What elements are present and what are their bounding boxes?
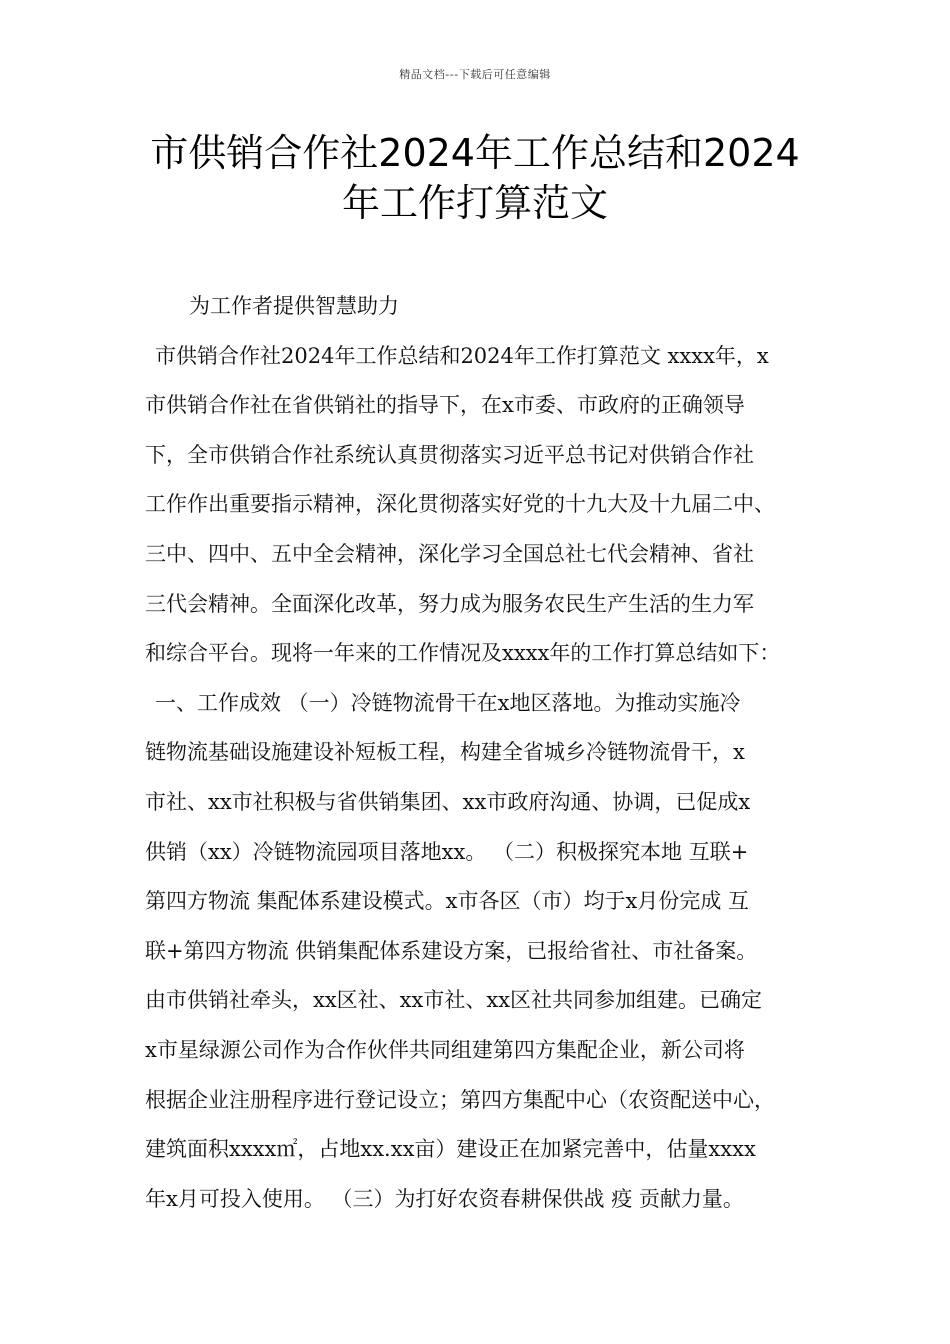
- body-line: 年x月可投入使用。 （三）为打好农资春耕保供战 疫 贡献力量。: [145, 1186, 744, 1211]
- body-line: 市供销合作社2024年工作总结和2024年工作打算范文 xxxx年，x: [155, 343, 769, 368]
- body-line: x市星绿源公司作为合作伙伴共同组建第四方集配企业，新公司将: [145, 1037, 745, 1062]
- subtitle-line: 为工作者提供智慧助力: [189, 294, 399, 318]
- body-line: 第四方物流 集配体系建设模式。x市各区（市）均于x月份完成 互: [145, 889, 750, 914]
- document-title: [140, 128, 810, 228]
- body-line: 联+第四方物流 供销集配体系建设方案，已报给省社、市社备案。: [145, 938, 758, 963]
- body-line: 市社、xx市社积极与省供销集团、xx市政府沟通、协调，已促成x: [145, 789, 751, 814]
- body-line: 一、工作成效 （一）冷链物流骨干在x地区落地。为推动实施冷: [155, 690, 741, 715]
- body-line: 根据企业注册程序进行登记设立；第四方集配中心（农资配送中心，: [145, 1087, 775, 1112]
- body-line: 三代会精神。全面深化改革，努力成为服务农民生产生活的生力军: [145, 591, 754, 616]
- body-line: 供销（xx）冷链物流园项目落地xx。 （二）积极探究本地 互联+: [145, 839, 749, 864]
- title-line-2: 年工作打算范文: [341, 181, 608, 225]
- body-line: 和综合平台。现将一年来的工作情况及xxxx年的工作打算总结如下：: [145, 641, 781, 666]
- body-line: 市供销合作社在省供销社的指导下，在x市委、市政府的正确领导: [145, 393, 745, 418]
- document-body: [145, 282, 820, 1224]
- header-note: 精品文档---下载后可任意编辑: [399, 68, 551, 81]
- body-line: 三中、四中、五中全会精神，深化学习全国总社七代会精神、省社: [145, 541, 754, 566]
- title-line-1: 市供销合作社2024年工作总结和2024: [150, 131, 800, 175]
- body-line: 链物流基础设施建设补短板工程，构建全省城乡冷链物流骨干，x: [145, 740, 745, 765]
- body-line: 下，全市供销合作社系统认真贯彻落实习近平总书记对供销合作社: [145, 442, 754, 467]
- body-line: 建筑面积xxxx㎡，占地xx.xx亩）建设正在加紧完善中，估量xxxx: [145, 1137, 756, 1162]
- body-line: 工作作出重要指示精神，深化贯彻落实好党的十九大及十九届二中、: [145, 492, 775, 517]
- body-line: 由市供销社牵头，xx区社、xx市社、xx区社共同参加组建。已确定: [145, 988, 763, 1013]
